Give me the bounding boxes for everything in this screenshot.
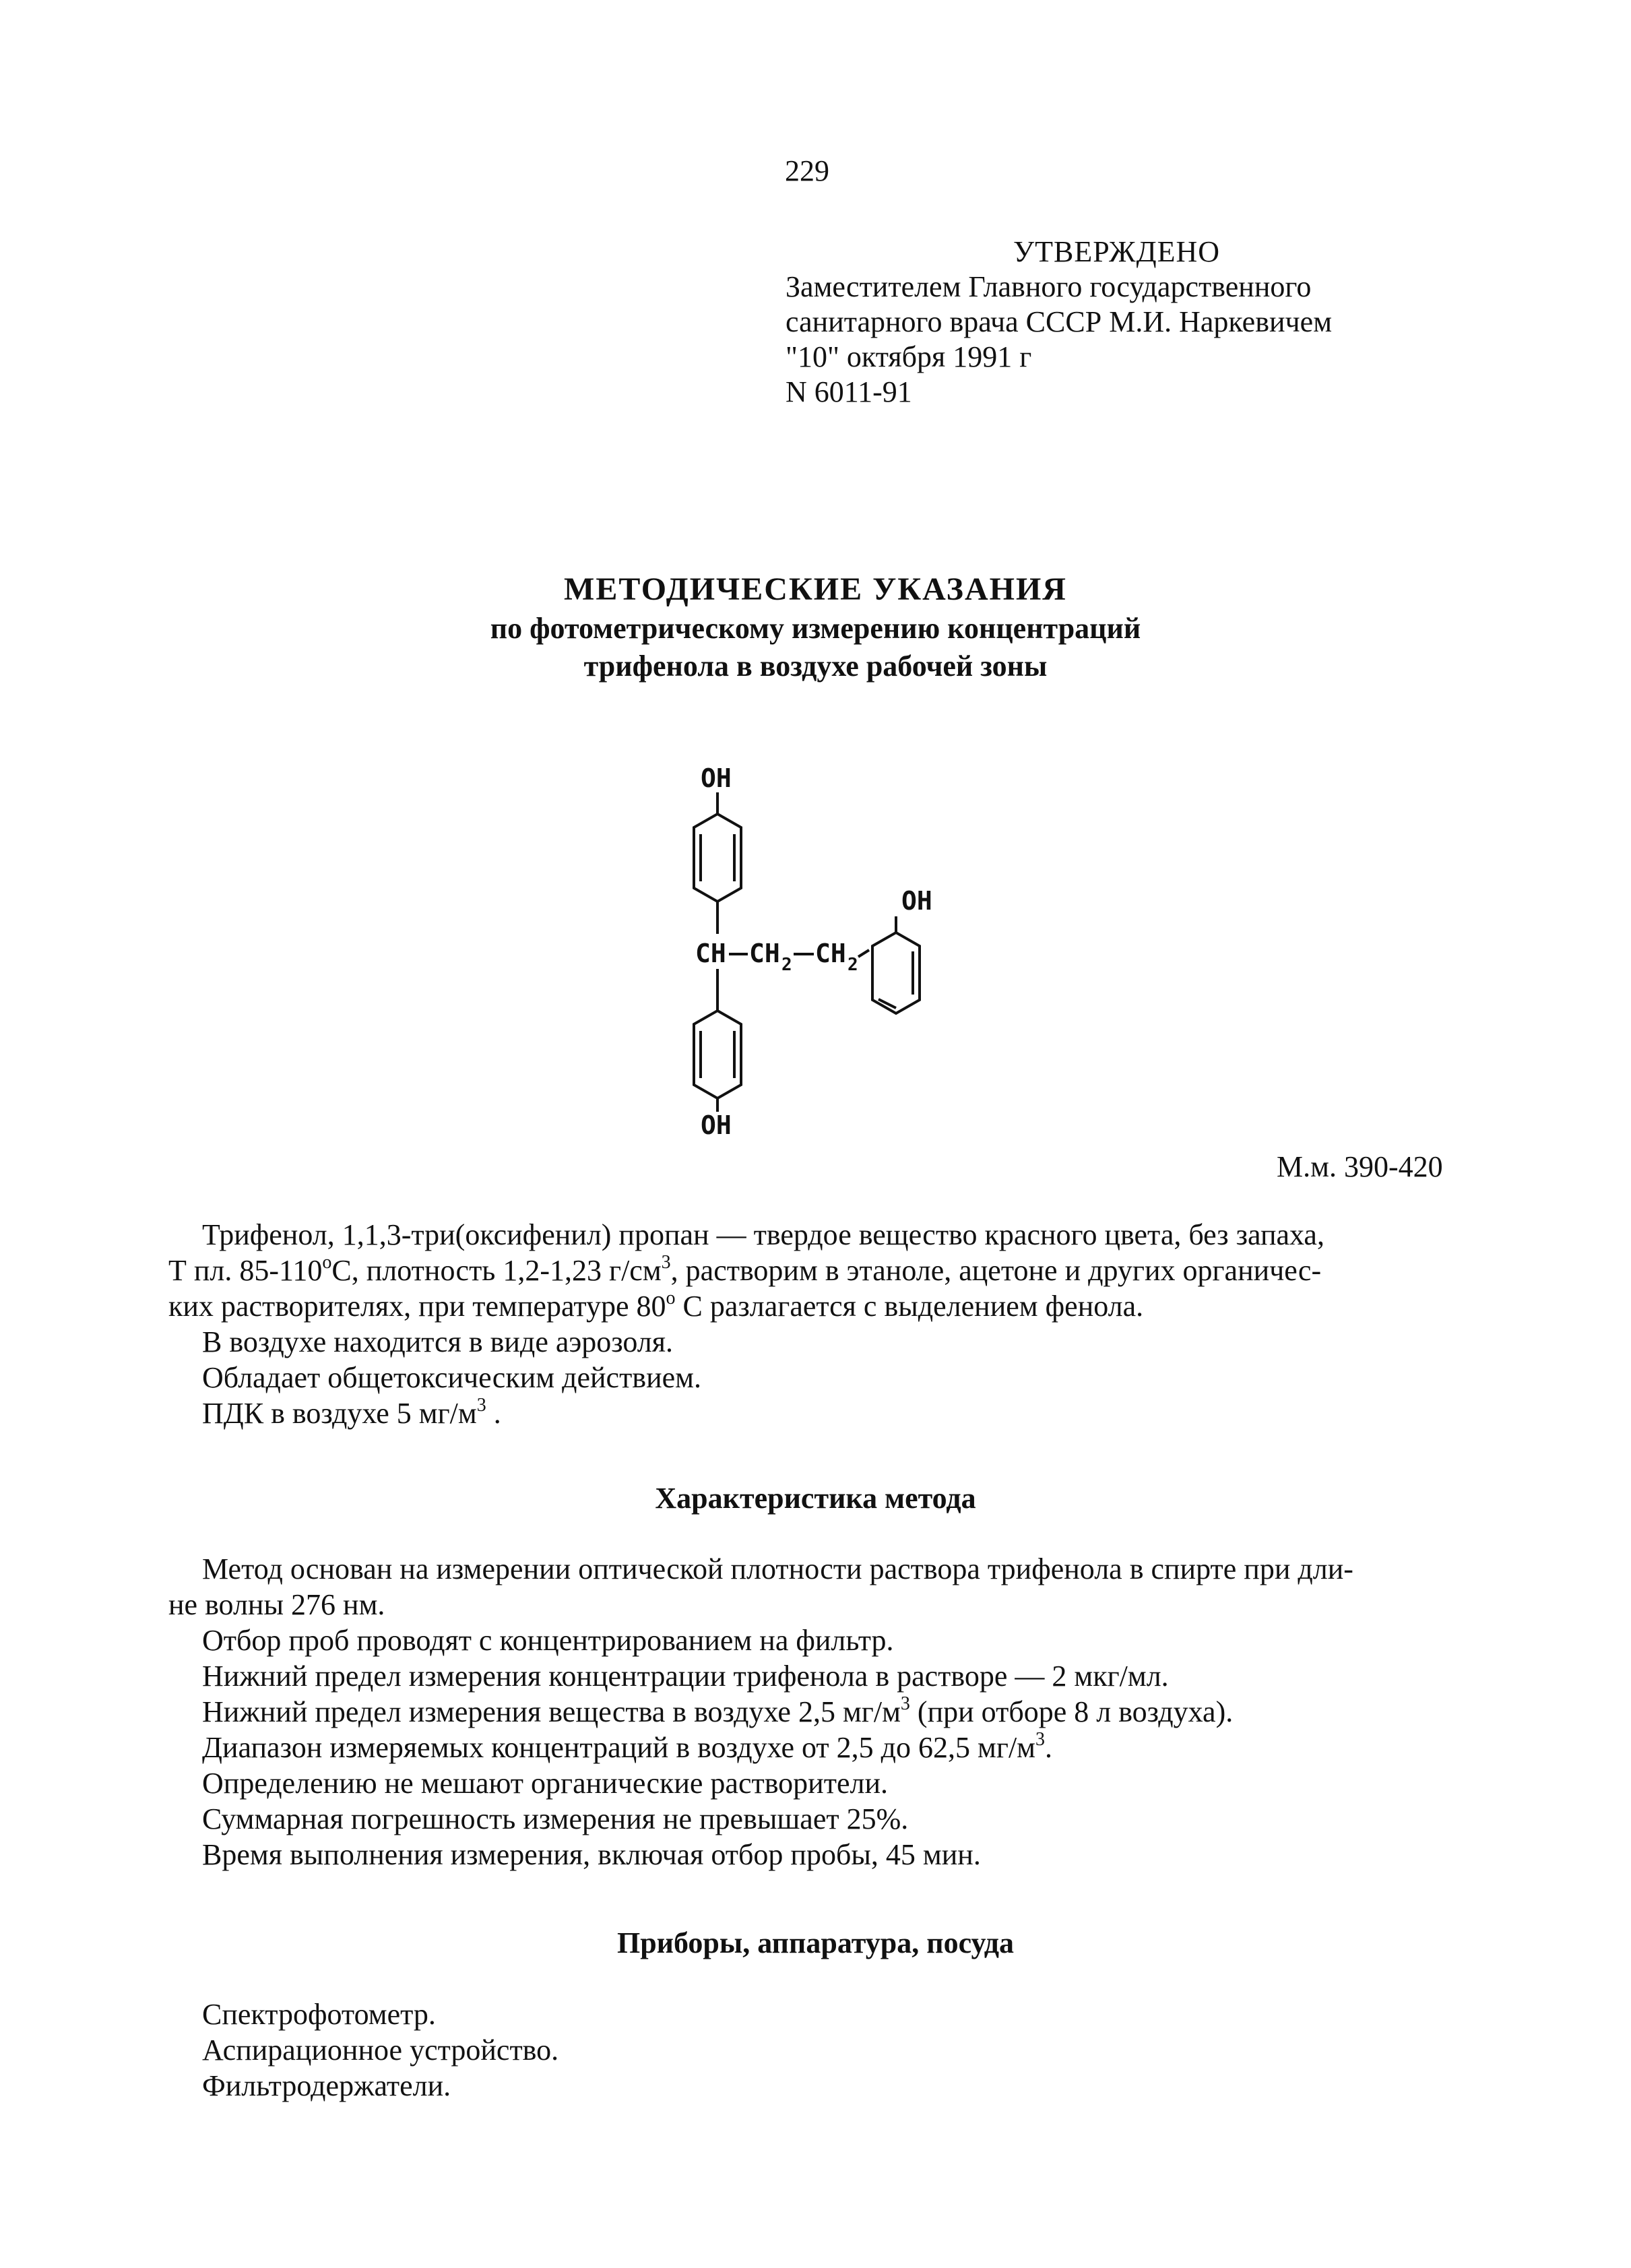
chain-ch: CH [695,939,726,968]
desc-line-3: ких растворителях, при температуре 80$^o$ С разлагается с выделением фенола. [168,1288,1144,1323]
desc-aerosol: В воздухе находится в виде аэрозоля. [202,1325,673,1358]
substance-description [168,1217,1463,1431]
approval-heading: УТВЕРЖДЕНО [1013,235,1221,268]
title-sub-1: по фотометрическому измерению концентраций [490,612,1141,645]
method-duration: Время выполнения измерения, включая отбор пробы, 45 мин. [202,1838,981,1871]
equipment-list [202,1996,558,2104]
title-sub-2: трифенола в воздухе рабочей зоны [583,650,1048,683]
equipment-item: Фильтродержатели. [202,2069,451,2102]
method-line-1: Метод основан на измерении оптической плотности раствора трифенола в спирте при дли- [202,1552,1353,1585]
subscript-2-b: 2 [848,955,858,975]
method-line-2: не волны 276 нм. [168,1588,385,1621]
approval-line-1: Заместителем Главного государственного [786,270,1312,303]
method-range: Диапазон измеряемых концентраций в воздухе от 2,5 до 62,5 $мг/м^3$. [202,1729,1053,1764]
oh-label-top: OH [701,763,732,793]
oh-label-bottom: OH [701,1110,732,1137]
approval-block [786,234,1332,410]
method-interference: Определению не мешают органические растворители. [202,1767,888,1800]
approval-line-4: N 6011-91 [786,375,912,408]
desc-line-2: Т пл. 85-110$^o$С, плотность 1,2-1,23 $г/см^3$, растворим в этаноле, ацетоне и других органичес- [168,1252,1322,1287]
oh-label-right: OH [901,886,932,916]
document-title [0,569,1631,685]
page-number: 229 [785,154,829,187]
desc-line-1: Трифенол, 1,1,3-три(оксифенил) пропан — твердое вещество красного цвета, без запаха, [202,1218,1324,1251]
chemical-structure [647,760,997,1137]
method-error: Суммарная погрешность измерения не превышает 25%. [202,1802,909,1835]
chain-ch2-a: CH [749,939,780,968]
molar-mass: М.м. 390-420 [1277,1150,1443,1183]
approval-line-3: "10" октября 1991 г [786,340,1032,373]
approval-line-2: санитарного врача СССР М.И. Наркевичем [786,305,1333,338]
equipment-item: Спектрофотометр. [202,1998,436,2031]
method-lower-limit-air: Нижний предел измерения вещества в воздухе 2,5 $мг/м^3$ (при отборе 8 л воздуха). [202,1693,1234,1728]
method-lower-limit-solution: Нижний предел измерения концентрации трифенола в растворе — 2 мкг/мл. [202,1660,1169,1693]
section-heading-method: Характеристика метода [655,1482,976,1515]
subscript-2-a: 2 [781,955,792,975]
desc-pdk: ПДК в воздухе 5 $мг/м^3$ . [202,1395,501,1430]
method-sampling: Отбор проб проводят с концентрированием на фильтр. [202,1624,894,1657]
chain-ch2-b: CH [815,939,846,968]
equipment-item: Аспирационное устройство. [202,2034,559,2067]
method-characteristics [168,1551,1463,1872]
desc-toxic: Обладает общетоксическим действием. [202,1361,701,1394]
section-heading-equipment: Приборы, аппаратура, посуда [616,1926,1015,1959]
title-main: МЕТОДИЧЕСКИЕ УКАЗАНИЯ [564,571,1067,607]
